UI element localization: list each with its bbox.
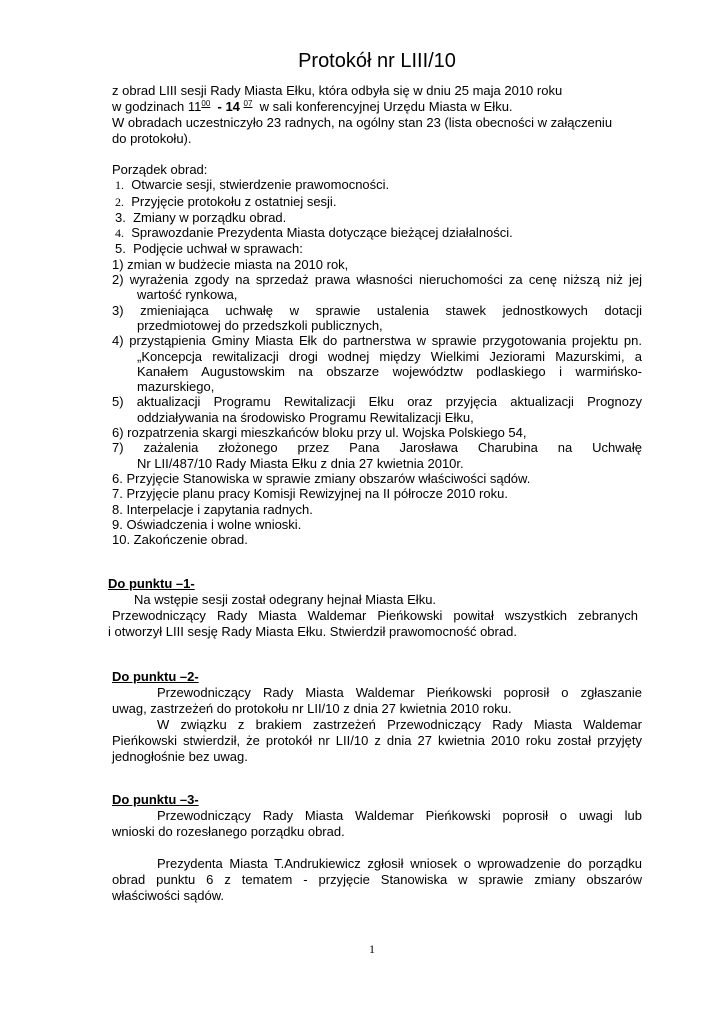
agenda <box>112 162 642 547</box>
agenda-heading: Porządek obrad: <box>112 162 208 177</box>
agenda-subitem-cont: oddziaływania na środowisko Programu Rewitalizacji Ełku, <box>137 409 474 425</box>
agenda-item-text: Sprawozdanie Prezydenta Miasta dotyczące bieżącej działalności. <box>131 225 513 241</box>
intro-time-mid: - 14 <box>210 99 244 114</box>
agenda-item: 9. Oświadczenia i wolne wnioski. <box>112 516 302 532</box>
agenda-item: 7. Przyjęcie planu pracy Komisji Rewizyjnej na II półrocze 2010 roku. <box>112 486 508 502</box>
section-heading: Do punktu –1- <box>108 576 195 591</box>
agenda-item <box>112 194 642 210</box>
agenda-item: 10. Zakończenie obrad. <box>112 532 248 548</box>
page-title: Protokół nr LIII/10 <box>298 50 456 72</box>
paragraph: W związku z brakiem zastrzeżeń Przewodniczący Rady Miasta Waldemar <box>157 717 642 732</box>
paragraph: i otworzył LIII sesję Rady Miasta Ełku. Stwierdził prawomocność obrad. <box>108 624 517 639</box>
agenda-subitem-cont: wartość rynkowa, <box>137 287 238 303</box>
time-end-minutes: 07 <box>243 99 253 108</box>
agenda-subitem: 5) aktualizacji Programu Rewitalizacji Ełku oraz przyjęcia aktualizacji Prognozy <box>112 394 642 410</box>
paragraph: Przewodniczący Rady Miasta Waldemar Pieńkowski powitał wszystkich zebranych <box>112 608 638 623</box>
paragraph: Na wstępie sesji został odegrany hejnał Miasta Ełku. <box>134 592 437 607</box>
paragraph: Pieńkowski stwierdził, że protokół nr LII/10 z dnia 27 kwietnia 2010 roku został przyjęty <box>112 733 642 748</box>
paragraph: wnioski do rozesłanego porządku obrad. <box>112 824 345 839</box>
intro-time-pre: w godzinach 11 <box>112 99 202 114</box>
intro-time-post: w sali konferencyjnej Urzędu Miasta w Ełku. <box>252 99 513 114</box>
agenda-item-number: 4. <box>115 226 124 241</box>
section-heading: Do punktu –2- <box>112 669 199 684</box>
page-number: 1 <box>369 942 375 956</box>
intro-line: z obrad LIII sesji Rady Miasta Ełku, która odbyła się w dniu 25 maja 2010 roku <box>112 83 563 98</box>
paragraph: Przewodniczący Rady Miasta Waldemar Pieńkowski poprosił o zgłaszanie <box>157 685 642 700</box>
agenda-item <box>112 225 642 241</box>
agenda-item-text: Otwarcie sesji, stwierdzenie prawomocności. <box>131 177 390 193</box>
intro-paragraph <box>112 83 642 147</box>
agenda-subitem-cont: „Koncepcja rewitalizacji drogi wodnej między Wielkimi Jeziorami Mazurskimi, a <box>137 348 642 364</box>
agenda-item: 8. Interpelacje i zapytania radnych. <box>112 501 313 517</box>
agenda-subitem: 3) zmieniająca uchwałę w sprawie ustalenia stawek jednostkowych dotacji <box>112 302 642 318</box>
intro-line: do protokołu). <box>112 131 192 146</box>
agenda-item-text: Zmiany w porządku obrad. <box>133 209 287 225</box>
paragraph: właściwości sądów. <box>112 888 224 903</box>
agenda-item-number: 1. <box>115 178 124 193</box>
agenda-subitem: 1) zmian w budżecie miasta na 2010 rok, <box>112 256 349 272</box>
agenda-item <box>112 241 642 256</box>
section-point-1 <box>108 576 638 640</box>
agenda-item-text: Przyjęcie protokołu z ostatniej sesji. <box>131 193 337 209</box>
agenda-subitem: 6) rozpatrzenia skargi mieszkańców bloku przy ul. Wojska Polskiego 54, <box>112 425 527 441</box>
paragraph: Przewodniczący Rady Miasta Waldemar Pieńkowski poprosił o uwagi lub <box>157 808 642 823</box>
agenda-item: 6. Przyjęcie Stanowiska w sprawie zmiany obszarów właściwości sądów. <box>112 470 531 486</box>
section-point-2 <box>112 669 642 765</box>
agenda-subitem-cont: mazurskiego, <box>137 379 215 395</box>
intro-line: W obradach uczestniczyło 23 radnych, na ogólny stan 23 (lista obecności w załączeniu <box>112 115 613 130</box>
agenda-item-number: 5. <box>115 241 126 257</box>
agenda-item <box>112 210 642 225</box>
blank-line <box>112 840 642 856</box>
paragraph: jednogłośnie bez uwag. <box>112 749 248 764</box>
paragraph: Prezydenta Miasta T.Andrukiewicz zgłosił wniosek o wprowadzenie do porządku <box>157 856 642 871</box>
agenda-subitem: 2) wyrażenia zgody na sprzedaż prawa własności nieruchomości za cenę niższą niż jej <box>112 272 642 288</box>
agenda-subitem: 4) przystąpienia Gminy Miasta Ełk do partnerstwa w sprawie przygotowania projektu pn. <box>112 333 642 349</box>
section-heading: Do punktu –3- <box>112 792 199 807</box>
agenda-item-number: 2. <box>115 194 124 209</box>
intro-line <box>112 99 642 115</box>
agenda-subitem-cont: Kanałem Augustowskim na obszarze województw podlaskiego i warmińsko- <box>137 363 642 379</box>
agenda-item-number: 3. <box>115 209 126 225</box>
agenda-subitem-cont: przedmiotowej do przedszkoli publicznych, <box>137 317 383 333</box>
agenda-item-text: Podjęcie uchwał w sprawach: <box>133 241 303 257</box>
time-start-minutes: 00 <box>201 99 211 108</box>
paragraph: obrad punktu 6 z tematem - przyjęcie Stanowiska w sprawie zmiany obszarów <box>112 872 642 887</box>
agenda-subitem-cont: Nr LII/487/10 Rady Miasta Ełku z dnia 27 kwietnia 2010r. <box>137 455 464 471</box>
paragraph: uwag, zastrzeżeń do protokołu nr LII/10 z dnia 27 kwietnia 2010 roku. <box>112 701 512 716</box>
agenda-item <box>112 177 642 193</box>
agenda-subitem: 7) zażalenia złożonego przez Pana Jarosława Charubina na Uchwałę <box>112 440 642 456</box>
section-point-3 <box>112 792 642 904</box>
